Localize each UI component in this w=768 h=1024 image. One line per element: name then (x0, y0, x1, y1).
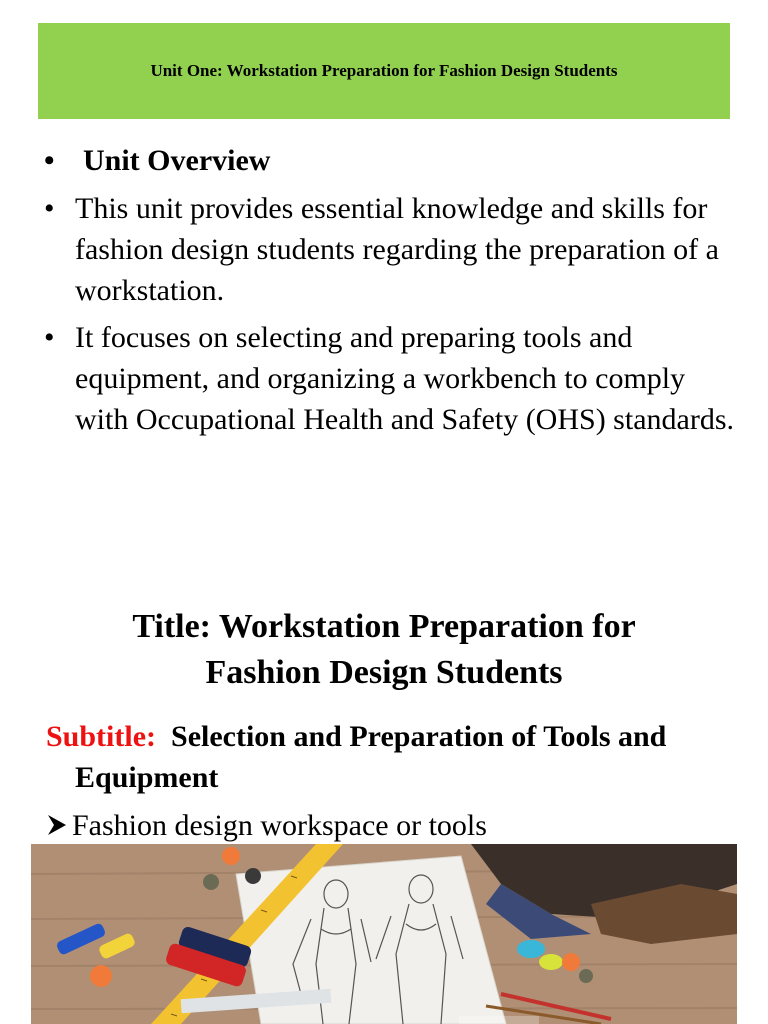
bullet-dot-icon: • (44, 144, 55, 177)
overview-heading: Unit Overview (83, 144, 271, 177)
bullet-dot-icon: • (44, 192, 55, 225)
overview-heading-item (44, 140, 734, 181)
slide-title-line: Title: Workstation Preparation for (132, 608, 636, 645)
arrow-list-item (46, 805, 746, 848)
arrow-bullet-icon (46, 807, 72, 848)
overview-bullet (44, 317, 734, 440)
unit-title-banner (38, 23, 730, 119)
overview-bullet-text: This unit provides essential knowledge and skills for fashion design students regarding the preparation of a workstation. (75, 192, 719, 307)
overview-bullet (44, 188, 734, 311)
slide-title (40, 604, 728, 696)
bullet-dot-icon: • (44, 321, 55, 354)
slide-subtitle (46, 716, 736, 798)
overview-bullet-text: It focuses on selecting and preparing tools and equipment, and organizing a workbench to comply with Occupational Health and Safety (OHS) standards. (75, 321, 734, 436)
fashion-workspace-photo (31, 844, 737, 1024)
subtitle-label: Subtitle: (46, 720, 157, 753)
arrow-list-text: Fashion design workspace or tools (72, 809, 487, 842)
slide-title-line: Fashion Design Students (205, 654, 563, 691)
overview-list (44, 140, 734, 446)
unit-title: Unit One: Workstation Preparation for Fashion Design Students (150, 61, 618, 80)
subtitle-text: Selection and Preparation of Tools and Equipment (75, 720, 667, 794)
